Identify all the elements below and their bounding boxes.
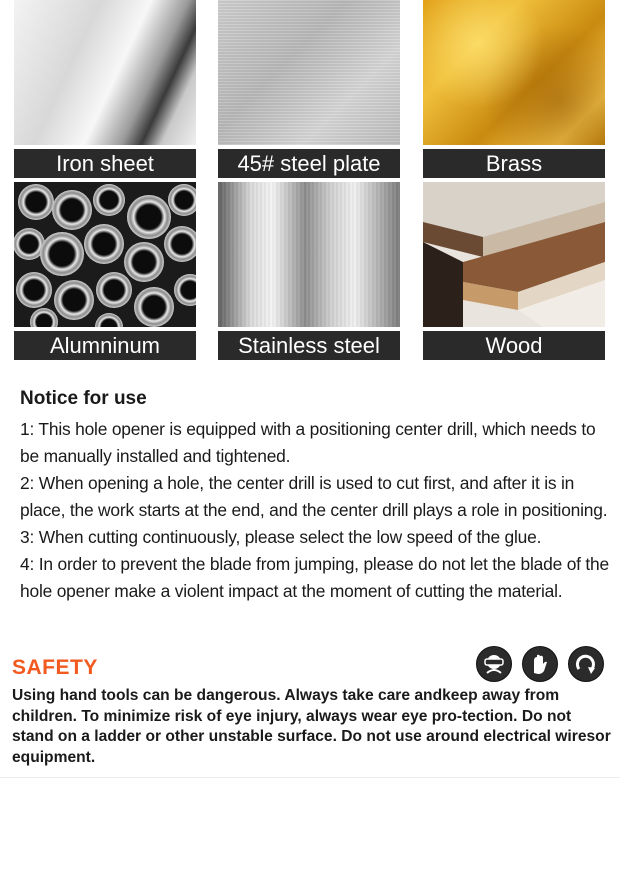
brass-image	[423, 0, 605, 145]
notice-item: 3: When cutting continuously, please select the low speed of the glue.	[20, 527, 542, 547]
material-tile-iron-sheet	[14, 0, 196, 178]
notice-title: Notice for use	[20, 388, 147, 409]
eye-protection-icon	[476, 646, 512, 682]
iron-sheet-image	[14, 0, 196, 145]
aluminum-pipes-image	[14, 182, 196, 327]
notice-item: 1: This hole opener is equipped with a positioning center drill, which needs to be manually installed and tightened.	[20, 419, 596, 466]
wood-image	[423, 182, 605, 327]
material-label: 45# steel plate	[218, 149, 400, 178]
material-tile-brass	[423, 0, 605, 178]
gloves-icon	[522, 646, 558, 682]
material-tile-steel-plate	[218, 0, 400, 178]
material-tile-wood	[423, 182, 605, 360]
notice-item: 4: In order to prevent the blade from jumping, please do not let the blade of the hole opener make a violent impact at the moment of cutting the material.	[20, 554, 609, 601]
divider	[0, 777, 620, 778]
material-label: Brass	[423, 149, 605, 178]
material-label: Wood	[423, 331, 605, 360]
safety-text: Using hand tools can be dangerous. Always take care andkeep away from children. To minimize risk of eye injury, always wear eye pro-tection. Do not stand on a ladder or other unstable surface. Do not use around electrical wiresor equipment.	[12, 687, 611, 766]
recycle-icon	[568, 646, 604, 682]
notice-item: 2: When opening a hole, the center drill is used to cut first, and after it is in place, the work starts at the end, and the center drill plays a role in positioning.	[20, 473, 608, 520]
material-label: Iron sheet	[14, 149, 196, 178]
material-label: Alumninum	[14, 331, 196, 360]
material-label: Stainless steel	[218, 331, 400, 360]
safety-title: SAFETY	[12, 656, 98, 679]
notice-section	[20, 388, 610, 605]
safety-icons	[476, 646, 604, 682]
steel-plate-image	[218, 0, 400, 145]
material-tile-aluminum	[14, 182, 196, 360]
stainless-steel-image	[218, 182, 400, 327]
material-tile-stainless-steel	[218, 182, 400, 360]
